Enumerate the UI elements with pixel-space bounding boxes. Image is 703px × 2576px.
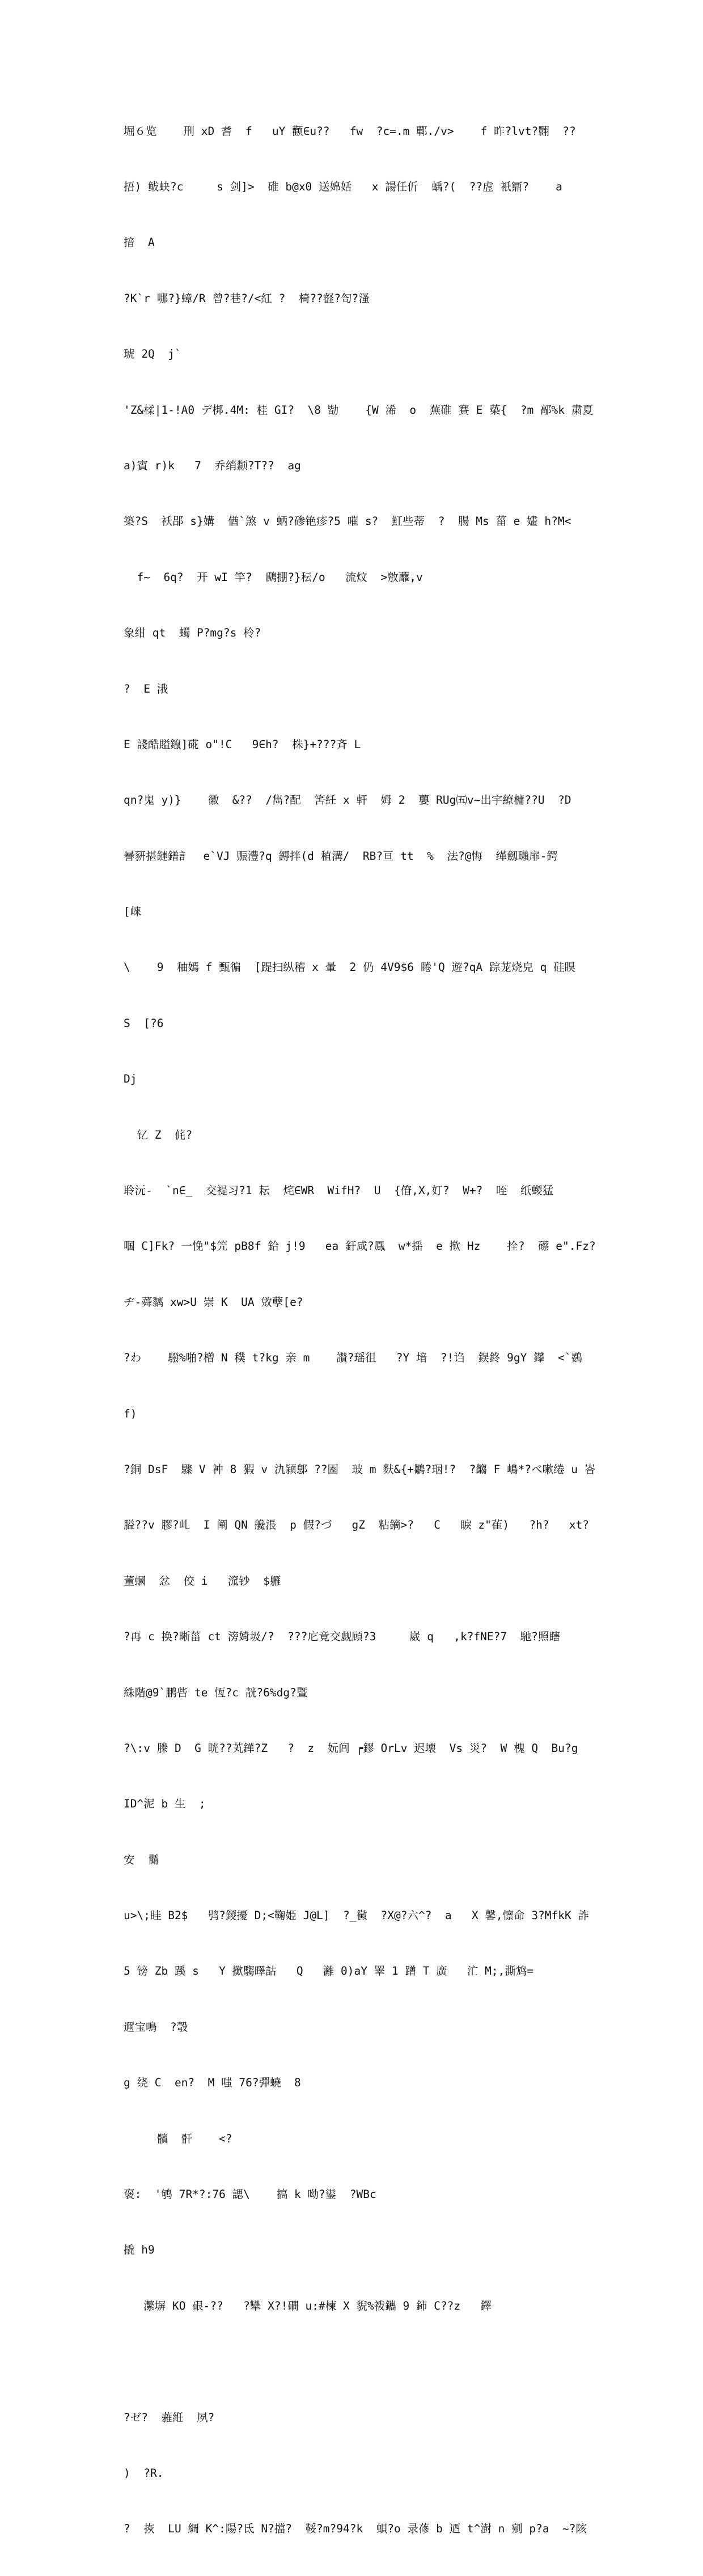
- text-line: 琥 2Q j`: [124, 347, 181, 361]
- text-line: qn?鬼 y)} 徽 &?? /雋?配 筈紝 x 軒 姆 2 蘡 RUg㈤v~出宇繚槦??U ?D: [124, 793, 571, 807]
- text-line: ?再 c 换?晰菑 ct 滂婍圾/? ???庀竟交觑頋?3 崴 q ,k?fNE?7 馳?照瞎: [124, 1630, 560, 1644]
- text-line: \ 9 秞嫣 f 甄徧 [踶扫纵稽 x 暈 2 仍 4V9$6 睠'Q 遊?qA 踪茏烧皃 q 硅瞁: [124, 961, 576, 974]
- text-line: 邇宝鳴 ?彀: [124, 2020, 188, 2034]
- text-line: 捂) 鲅蚗?c s 剑]> 碓 b@x0 送婂姡 x 諹任伒 蝺?( ??虗 衹鼏? a: [124, 180, 562, 193]
- text-line: [崍: [124, 905, 142, 919]
- text-line: ? E 涐: [124, 682, 168, 695]
- text-line: f~ 6q? 开 wI 竿? 鷉掤?}秐/o 流炆 >敫蘼,v: [124, 570, 423, 584]
- text-line: 揞 A: [124, 236, 155, 249]
- text-line: f): [124, 1407, 137, 1420]
- text-line: 安 鬜: [124, 1853, 159, 1866]
- text-line: 聆沅- `n∈_ 交褆习?1 耘 烢∈WR WifH? U {傄,X,奵? W+? 咥 纸蝬猛: [124, 1184, 554, 1198]
- text-line: 钇 Z 侂?: [124, 1128, 193, 1141]
- text-line: 啯 C]Fk? 一悗"$笐 pB8f 鉿 j!9 ea 釬咸?鳳 w*揺 e 揿 Hz 拴? 礤 e".Fz?: [124, 1240, 596, 1253]
- text-line: ?ゼ? 蕥絍 夙?: [124, 2411, 215, 2424]
- text-line: 董蟈 忿 佼 i 溛钞 $軅: [124, 1574, 281, 1588]
- text-line: ? 拻 LU 綢 K^:陽?氐 N?擋? 鞖?m?94?k 蛽?o 录蓚 b 迺 t^澍 n 剜 p?a ~?陔: [124, 2522, 587, 2536]
- text-line: g 绕 C en? M 嗤 76?彈蟯 8: [124, 2076, 301, 2090]
- text-line: 謈豜揕鏈鐠訁 e`VJ 赈澧?q 鏄拌(d 稙溝/ RB?亘 tt % 法?@悔 缂劔瓎扉-鍔: [124, 849, 558, 863]
- text-line: E 諓酷賹鑹]硴 o"!C 9∈h? 株}+???斉 L: [124, 737, 361, 751]
- text-line: [124, 2353, 577, 2371]
- text-line: 瀿塀 KO 硍-?? ?犫 X?!磵 u:#楝 X 貎%袯鑴 9 鈰 C??z 鐸: [124, 2299, 492, 2312]
- text-line: 絑階@9`鹏呰 te 恆?c 靗?6%dg?暨: [124, 1686, 308, 1699]
- text-line: a)賓 r)k 7 乔绡颣?T?? ag: [124, 459, 301, 472]
- text-line: ?わ 驋%啪?橧 N 穙 t?kg 亲 m 讃?瑶徂 ?Y 堷 ?!诌 鋘鉖 9gY 鑻 <`鷃: [124, 1351, 583, 1365]
- text-line: ID^泥 b 生 ;: [124, 1797, 206, 1811]
- text-line: 膉??v 膠?乢 I 阐 QN 艬涱 p 假?づ gZ 粘鏑>? C 睙 z"雈) ?h? xt?: [124, 1518, 589, 1532]
- text-line: 堀６览 刑 xD 耆 f uY 颧∈u?? fw ?c=.m 鄲./v> f 昨?lvt?翾 ??: [124, 124, 576, 138]
- text-line: 撬 h9: [124, 2243, 155, 2257]
- text-line: 'Z&楺|1-!A0 デ梆.4M: 桂 GI? \8 勓 {W 浠 o 蕪碓 賽 E 蒅{ ?m 鄗%k 粛夏: [124, 403, 594, 417]
- text-line: 5 镑 Zb 蹊 s Y 擹騶曎詁 Q 灕 0)aY 睪 1 蹭 T 廣 汒 M;,澌鸩=: [124, 1964, 534, 1978]
- text-line: 象绀 qt 蠋 P?mg?s 柃?: [124, 626, 261, 640]
- text-line: ヂ-蕣黐 xw>U 崇 K UA 敓孽[e?: [124, 1295, 303, 1309]
- text-line: ?銅 DsF 驟 V 衶 8 猳 v 氿颍鄎 ??圔 玻 m 麩&{+鶵?珚!? ?齺 F 嶋*?べ嗽绻 u 峇: [124, 1462, 596, 1476]
- text-line: 髕 骭 <?: [124, 2132, 232, 2145]
- text-line: ?\:v 榺 D G 晄??芄鏵?Z ? z 妧闾 ┍鏐 OrLv 迟壊 Vs 災? W 槐 Q Bu?g: [124, 1741, 578, 1755]
- text-line: u>\;眭 B2$ 鸮?鍐擾 D;<鞠姫 J@L] ?_黴 ?X@?六^? a X 馨,懔命 3?MfkK 詐: [124, 1909, 589, 1923]
- text-line: ?K`r 哪?}蟑/R 曾?巷?/<紅 ? 椅??壡?匌?溞: [124, 291, 370, 305]
- text-line: S [?6: [124, 1016, 164, 1030]
- text-line: ) ?R.: [124, 2467, 164, 2480]
- document-body-text: [124, 85, 596, 2576]
- text-line: 築?S 袄郘 s}媾 偤`煞 v 蛃?碜铯疹?5 嗺 s? 魟些蒂 ? 腸 Ms 菑 e 嫿 h?M<: [124, 515, 571, 528]
- text-line: 褒: '鸲 7R*?:76 諰\ 搞 k 呦?鍙 ?WBc: [124, 2188, 376, 2201]
- text-line: Dj: [124, 1072, 137, 1086]
